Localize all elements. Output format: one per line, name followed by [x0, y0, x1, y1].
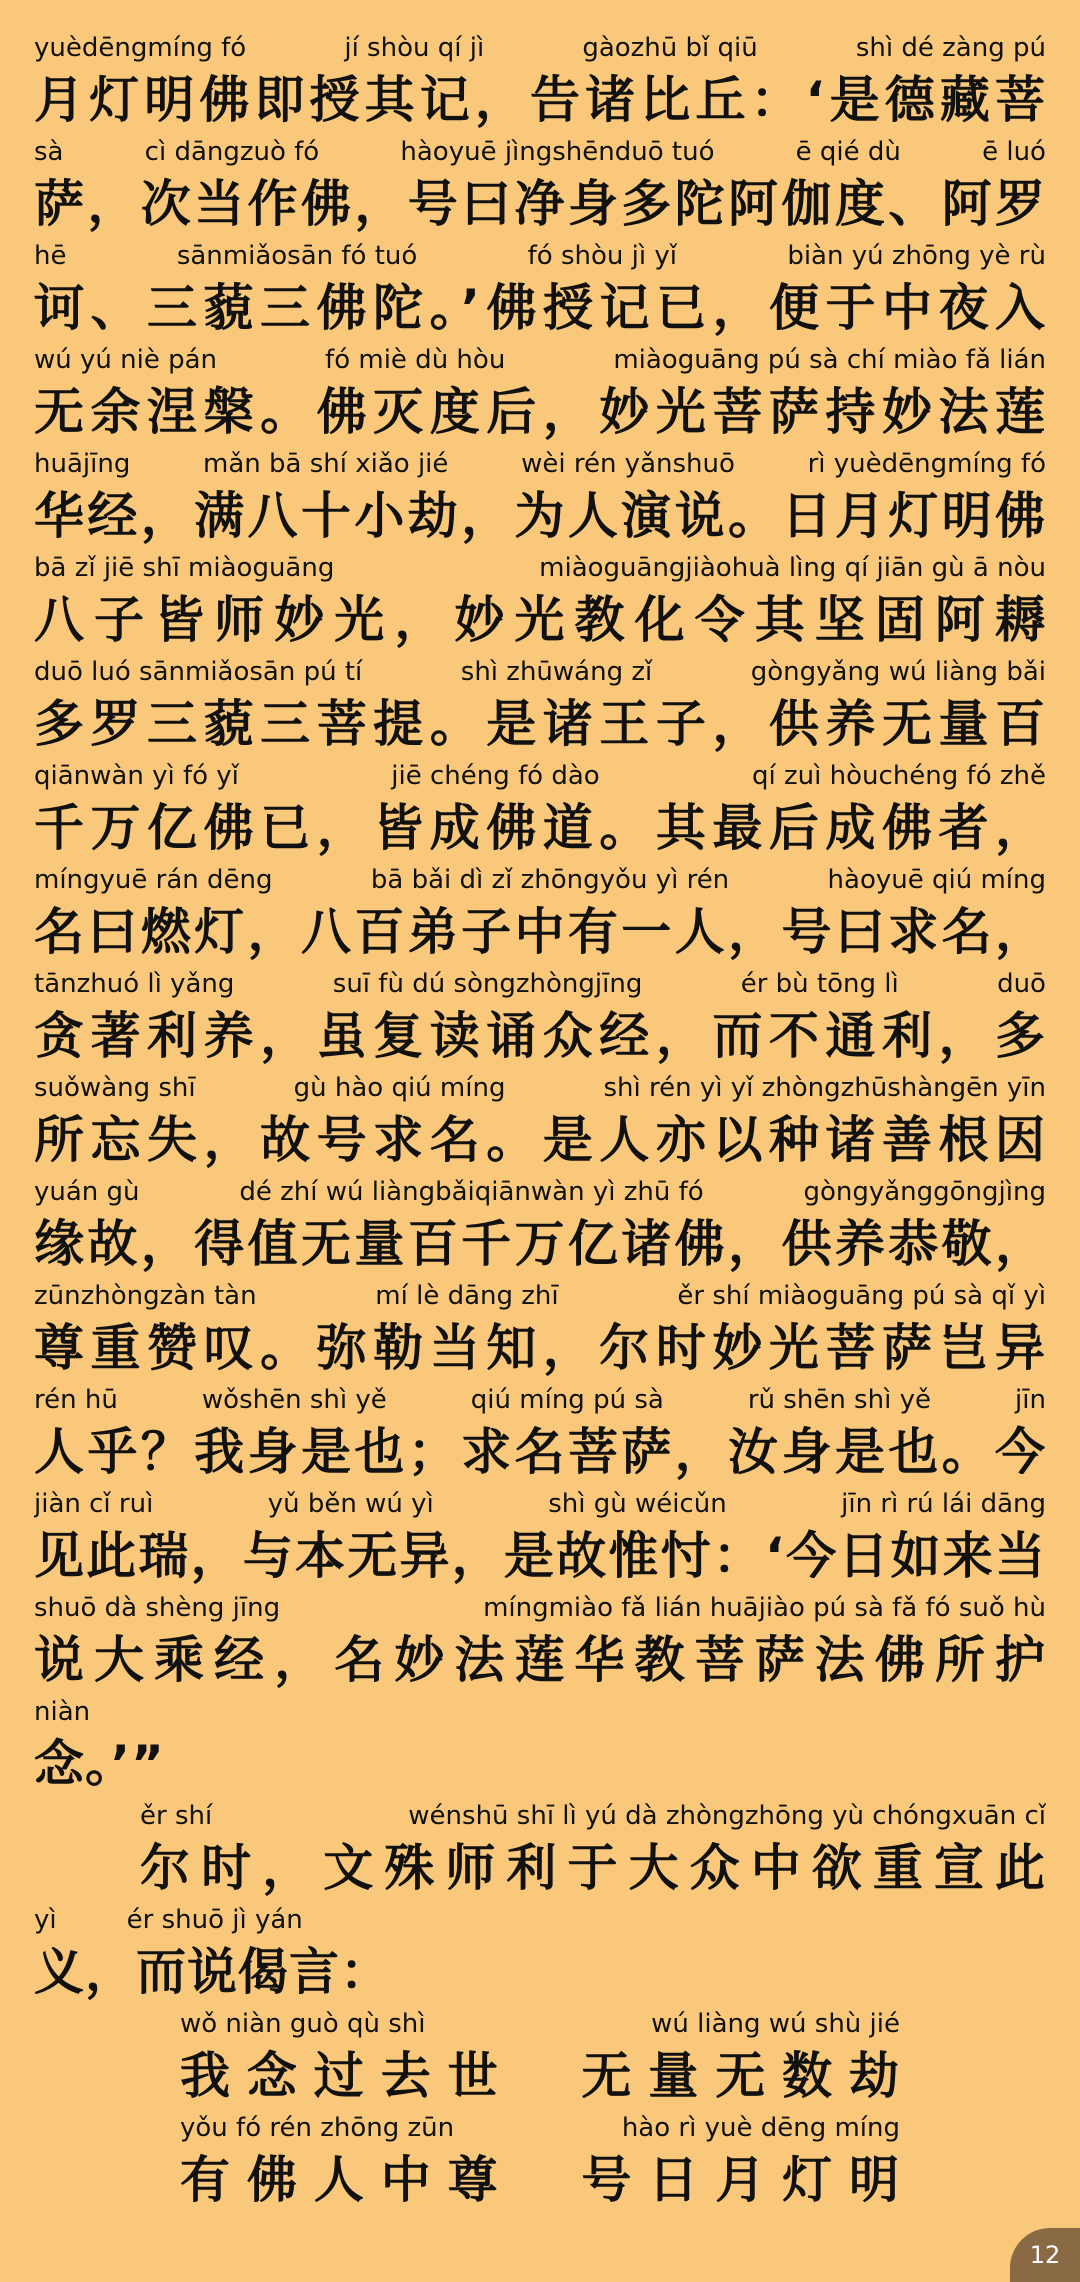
hanzi-line: 念。’” [34, 1735, 165, 1793]
hanzi-line: 我念过去世 无量无数劫 [180, 2047, 900, 2105]
hanzi-line: 有佛人中尊 号日月灯明 [180, 2151, 900, 2209]
hanzi-line: 八子皆师妙光，妙光教化令其坚固阿耨 [34, 591, 1046, 649]
pinyin-line: niàn [34, 1697, 91, 1727]
pinyin-line: suǒwàng shī gù hào qiú míng shì rén yì yǐ zhòngzhūshàngēn yīn [34, 1073, 1046, 1103]
pinyin-line: bā zǐ jiē shī miàoguāng miàoguāngjiàohuà lìng qí jiān gù ā nòu [34, 553, 1046, 583]
hanzi-line: 诃、三藐三佛陀。’佛授记已，便于中夜入 [34, 279, 1046, 337]
text-line [34, 1068, 1046, 1172]
text-line [34, 1692, 1046, 1796]
hanzi-line: 见此瑞，与本无异，是故惟忖：‘今日如来当 [34, 1527, 1046, 1585]
pinyin-line: sà cì dāngzuò fó hàoyuē jìngshēnduō tuó ē qié dù ē luó [34, 137, 1046, 167]
hanzi-line: 义，而说偈言： [34, 1943, 391, 2001]
text-line [34, 860, 1046, 964]
hanzi-line: 所忘失，故号求名。是人亦以种诸善根因 [34, 1111, 1046, 1169]
text-line [34, 132, 1046, 236]
hanzi-line: 尊重赞叹。弥勒当知，尔时妙光菩萨岂异 [34, 1319, 1046, 1377]
text-line [34, 1588, 1046, 1692]
hanzi-line: 缘故，得值无量百千万亿诸佛，供养恭敬， [34, 1215, 1046, 1273]
text-line [34, 1900, 1046, 2004]
hanzi-line: 多罗三藐三菩提。是诸王子，供养无量百 [34, 695, 1046, 753]
pinyin-line: yuán gù dé zhí wú liàngbǎiqiānwàn yì zhū fó gòngyǎnggōngjìng [34, 1177, 1046, 1207]
text-line [34, 444, 1046, 548]
hanzi-line: 尔时，文殊师利于大众中欲重宣此 [140, 1839, 1046, 1897]
page-number-badge: 12 [1010, 2228, 1080, 2282]
pinyin-line: míngyuē rán dēng bā bǎi dì zǐ zhōngyǒu yì rén hàoyuē qiú míng [34, 865, 1046, 895]
text-line [34, 236, 1046, 340]
hanzi-line: 萨，次当作佛，号曰净身多陀阿伽度、阿罗 [34, 175, 1046, 233]
hanzi-line: 人乎？我身是也；求名菩萨，汝身是也。今 [34, 1423, 1046, 1481]
verse-line [180, 2108, 900, 2212]
text-line [34, 1380, 1046, 1484]
pinyin-line: duō luó sānmiǎosān pú tí shì zhūwáng zǐ gòngyǎng wú liàng bǎi [34, 657, 1046, 687]
pinyin-line: yuèdēngmíng fó jí shòu qí jì gàozhū bǐ qiū shì dé zàng pú [34, 33, 1046, 63]
hanzi-line: 千万亿佛已，皆成佛道。其最后成佛者， [34, 799, 1046, 857]
hanzi-line: 贪著利养，虽复读诵众经，而不通利，多 [34, 1007, 1046, 1065]
pinyin-line: shuō dà shèng jīng míngmiào fǎ lián huājiào pú sà fǎ fó suǒ hù [34, 1593, 1046, 1623]
text-line [34, 1172, 1046, 1276]
hanzi-line: 月灯明佛即授其记，告诸比丘：‘是德藏菩 [34, 71, 1046, 129]
pinyin-line: wǒ niàn guò qù shì wú liàng wú shù jié [180, 2009, 900, 2039]
hanzi-line: 说大乘经，名妙法莲华教菩萨法佛所护 [34, 1631, 1046, 1689]
pinyin-line: yǒu fó rén zhōng zūn hào rì yuè dēng míng [180, 2113, 900, 2143]
hanzi-line: 无余涅槃。佛灭度后，妙光菩萨持妙法莲 [34, 383, 1046, 441]
hanzi-line: 华经，满八十小劫，为人演说。日月灯明佛 [34, 487, 1046, 545]
text-line [140, 1796, 1046, 1900]
pinyin-line: zūnzhòngzàn tàn mí lè dāng zhī ěr shí miàoguāng pú sà qǐ yì [34, 1281, 1046, 1311]
text-line [34, 1484, 1046, 1588]
pinyin-line: jiàn cǐ ruì yǔ běn wú yì shì gù wéicǔn jīn rì rú lái dāng [34, 1489, 1046, 1519]
pinyin-line: wú yú niè pán fó miè dù hòu miàoguāng pú sà chí miào fǎ lián [34, 345, 1046, 375]
text-line [34, 548, 1046, 652]
text-line [34, 28, 1046, 132]
pinyin-line: rén hū wǒshēn shì yě qiú míng pú sà rǔ shēn shì yě jīn [34, 1385, 1046, 1415]
pinyin-line: tānzhuó lì yǎng suī fù dú sòngzhòngjīng ér bù tōng lì duō [34, 969, 1046, 999]
pinyin-line: hē sānmiǎosān fó tuó fó shòu jì yǐ biàn yú zhōng yè rù [34, 241, 1046, 271]
verse-line [180, 2004, 900, 2108]
text-line [34, 652, 1046, 756]
text-line [34, 340, 1046, 444]
text-line [34, 1276, 1046, 1380]
text-line [34, 964, 1046, 1068]
text-line [34, 756, 1046, 860]
pinyin-line: yì ér shuō jì yán [34, 1905, 303, 1935]
pinyin-line: ěr shí wénshū shī lì yú dà zhòngzhōng yù chóngxuān cǐ [140, 1801, 1046, 1831]
pinyin-line: qiānwàn yì fó yǐ jiē chéng fó dào qí zuì hòuchéng fó zhě [34, 761, 1046, 791]
hanzi-line: 名曰燃灯，八百弟子中有一人，号曰求名， [34, 903, 1046, 961]
pinyin-line: huājīng mǎn bā shí xiǎo jié wèi rén yǎnshuō rì yuèdēngmíng fó [34, 449, 1046, 479]
